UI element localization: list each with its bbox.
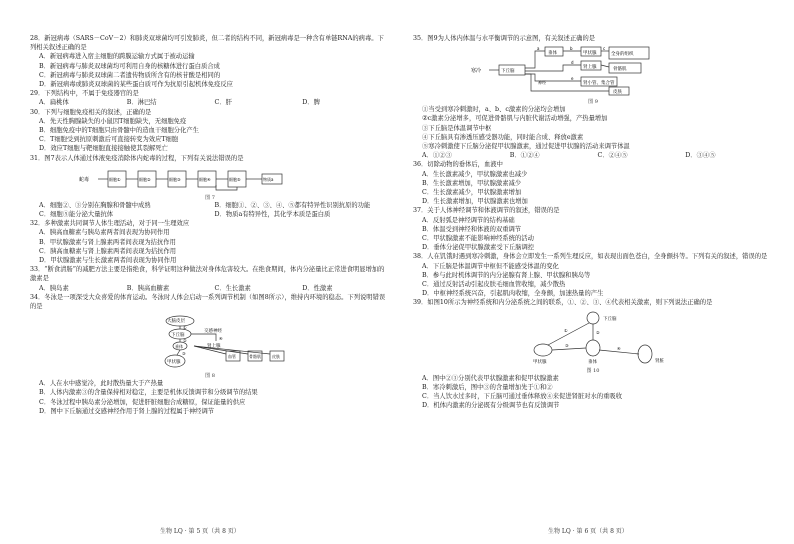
- fig9-label-kidney: 肾小管、集合管: [583, 81, 615, 87]
- q36-opt-d: D．生长激素增加，甲状腺激素也增加: [422, 198, 528, 206]
- q29-stem: 29．下列结构中，不属于免疫器官的是: [30, 90, 139, 98]
- q34-opt-a: A．人在水中感觉冷，此时散热量大于产热量: [39, 380, 164, 388]
- figure-8-diagram: [30, 313, 390, 370]
- fig7-label-c3: 细胞③: [169, 176, 181, 182]
- left-page: [30, 34, 390, 416]
- q33-opt-b: B．胰高血糖素: [126, 284, 170, 292]
- fig7-label-c5: 细胞⑤: [229, 176, 241, 182]
- fig8-label-adrenal: 肾上腺: [207, 344, 221, 350]
- figure-8: [30, 313, 390, 380]
- q35-item-5: ⑤寒冷刺激使下丘脑分泌促甲状腺激素，通过促进甲状腺的活动来调节体温: [422, 143, 630, 151]
- fig8-label-vessel: 血管: [228, 354, 236, 360]
- q36-opt-b: B．生长激素增加，甲状腺激素减少: [422, 179, 522, 187]
- figure-9: [413, 45, 773, 106]
- fig7-label-c4: 细胞④: [199, 176, 211, 182]
- fig8-label-muscle: 骨骼肌: [249, 354, 261, 360]
- figure-10: [413, 310, 773, 372]
- fig8-mark-1: ①: [183, 325, 187, 331]
- q31-opt-c: C．细胞⑤能分泌大量抗体: [39, 211, 114, 219]
- fig10-mark-3: ③: [565, 342, 569, 348]
- q32-opt-d: D．甲状腺激素与生长激素两者间表现为协同作用: [39, 257, 177, 265]
- fig8-label-pit: 垂体: [175, 344, 183, 350]
- q34-opt-b: B．人体内激素③的含量保持相对稳定，主要是机体反馈调节和分级调节的结果: [39, 389, 258, 397]
- figure-9-diagram: [413, 45, 773, 96]
- fig9-label-hyp: 下丘脑: [501, 69, 515, 75]
- fig8-label-nerve: 交感神经: [204, 329, 222, 335]
- q37-opt-c: C．甲状腺激素不能影响神经系统的活动: [422, 235, 534, 243]
- q31-opt-a: A．细胞②、③分别在胸腺和骨髓中成熟: [39, 201, 151, 209]
- q35-opt-b: B．①②④: [509, 152, 540, 160]
- q30-opt-c: C．T细胞受到抗原刺激后可直接转变为效应T细胞: [39, 136, 179, 144]
- q31-opt-b: B．细胞①、②、③、④、⑤都有特异性识别抗原的功能: [214, 201, 371, 209]
- q32-stem: 32．多种激素共同调节人体生理活动，对于同一生理效应: [30, 220, 190, 228]
- fig8-label-cortex: 大脑皮层: [167, 319, 185, 325]
- q33-opt-d: D．性激素: [302, 284, 333, 292]
- q35-options: [422, 151, 773, 160]
- q37-stem: 37．关于人体神经调节和体液调节的叙述，错误的是: [413, 207, 560, 215]
- fig10-mark-2: ②: [596, 329, 600, 335]
- footer-right: 生物 LQ · 第 6 页（共 8 页）: [548, 528, 628, 535]
- q30-opt-a: A．先天性胸腺缺失的小鼠因T细胞缺失，无细胞免疫: [39, 117, 187, 125]
- fig9-label-bone: 骨骼肌: [613, 67, 627, 73]
- q30-opt-b: B．细胞免疫中的T细胞只由骨髓中的造血干细胞分化产生: [39, 127, 199, 135]
- q29-options: [39, 98, 390, 107]
- q38-opt-a: A．下丘脑是体温调节中枢但不能感受体温的变化: [422, 262, 559, 270]
- figure-8-caption: 图 8: [205, 373, 215, 380]
- fig10-thy-shape: [534, 344, 552, 356]
- q31-opt-d: D．物质a有特异性，其化学本质是蛋白质: [214, 211, 331, 219]
- q33-opt-c: C．生长激素: [214, 284, 251, 292]
- figure-7-diagram: [30, 165, 390, 192]
- footer-left: 生物 LQ · 第 5 页（共 8 页）: [160, 528, 240, 535]
- q35-opt-a: A．①②③: [422, 152, 452, 160]
- q37-opt-a: A．反射弧是神经调节的结构基础: [422, 216, 515, 224]
- q39-opt-d: D．机体内激素的分泌既有分级调节也有反馈调节: [422, 402, 560, 410]
- q34-opt-c: C．冬泳过程中胰岛素分泌增加，促进肝脏细胞合成糖原，保证能量的供应: [39, 398, 246, 406]
- fig10-hyp-shape: [587, 312, 599, 324]
- q35-item-1: ①当受到寒冷刺激时，a、b、c激素的分泌均会增加: [422, 106, 566, 114]
- fig9-label-thy: 甲状腺: [583, 51, 597, 57]
- fig9-label-pit: 垂体: [548, 51, 557, 57]
- q32-opt-a: A．胰高血糖素与胰岛素两者间表现为协同作用: [39, 229, 170, 237]
- q31-row2: [39, 210, 390, 219]
- q32-opt-c: C．胰高血糖素与肾上腺素两者间表现为拮抗作用: [39, 247, 177, 255]
- q35-stem: 35．图9为人体内体温与水平衡调节的示意图，有关叙述正确的是: [413, 35, 596, 42]
- fig8-label-skin: 皮肤: [272, 354, 280, 360]
- q28-opt-d: D．新冠病毒或肺炎双球菌的某些蛋白质可作为抗原引起机体免疫反应: [39, 81, 233, 89]
- fig8-mark-3: ③: [182, 351, 186, 357]
- q39-opt-a: A．图中②③分别代表甲状腺激素和促甲状腺激素: [422, 374, 559, 382]
- fig9-label-c: c: [603, 46, 606, 52]
- fig10-mark-4: ④: [617, 345, 621, 351]
- fig8-mark-4: ④: [219, 336, 223, 342]
- q35-opt-c: C．②④⑤: [597, 152, 628, 160]
- q37-opt-b: B．体温受到神经和体液的双重调节: [422, 225, 522, 233]
- q29-opt-a: A．扁桃体: [39, 99, 69, 107]
- q29-opt-d: D．脾: [302, 99, 320, 107]
- fig9-label-nerve: 神经: [538, 80, 546, 86]
- q28-stem: 28．新冠病毒（SARS－CoV－2）和肺炎双球菌均可引发肺炎，但二者的结构不同，新冠病毒是一种含有单链RNA的病毒。下列相关叙述正确的是: [30, 35, 384, 52]
- fig10-label-hyp: 下丘脑: [603, 316, 617, 322]
- fig10-mark-1: ①: [564, 327, 568, 333]
- q36-opt-a: A．生长激素减少，甲状腺激素也减少: [422, 170, 528, 178]
- fig9-label-b: b: [570, 46, 573, 52]
- right-page: [413, 34, 773, 410]
- fig7-label-c1: 细胞①: [109, 176, 121, 182]
- q39-stem: 39．如图10所示为神经系统和内分泌系统之间的联系，①、②、③、④代表相关激素，则下列说法正确的是: [413, 299, 713, 307]
- q32-opt-b: B．甲状腺激素与肾上腺素两者间表现为拮抗作用: [39, 238, 176, 246]
- q38-opt-c: C．通过反射活动引起皮肤毛细血管收缩，减少散热: [422, 281, 566, 289]
- fig9-label-org: 全身的组织: [611, 52, 634, 58]
- fig9-label-adr: 肾上腺: [583, 65, 597, 71]
- q30-opt-d: D．效应T细胞与靶细胞直接接触使其裂解死亡: [39, 145, 168, 153]
- fig10-kid-shape: [638, 345, 652, 363]
- q35-opt-d: D．③④⑤: [685, 152, 716, 160]
- q34-opt-d: D．图中下丘脑通过交感神经作用于肾上腺的过程属于神经调节: [39, 407, 215, 415]
- figure-7: [30, 165, 390, 202]
- q35-item-3: ③下丘脑是体温调节中枢: [422, 124, 492, 132]
- q33-options: [39, 284, 390, 293]
- fig7-label-c2: 细胞②: [139, 176, 151, 182]
- fig7-label-snake: 蛇毒: [79, 176, 90, 183]
- q28-opt-a: A．新冠病毒进入宿主细胞的跨膜运输方式属于被动运输: [39, 53, 195, 61]
- q28-opt-c: C．新冠病毒与肺炎双球菌二者遗传物质所含有的核苷酸是相同的: [39, 71, 221, 79]
- q30-stem: 30．下列与细胞免疫相关的叙述，正确的是: [30, 108, 152, 116]
- q28-opt-b: B．新冠病毒与肺炎双球菌均可利用自身的核糖体进行蛋白质合成: [39, 62, 220, 70]
- q39-opt-c: C．当人饮水过多时，下丘脑可通过垂体释放④来促进肾脏对水的重吸收: [422, 393, 623, 401]
- fig9-label-a: a: [537, 46, 540, 52]
- q38-stem: 38．人在饥饿时遇到寒冷刺激，身体会立即发生一系列生理反应，如表现出面色苍白，全身颤抖等。下列有关的叙述，错误的是: [413, 253, 768, 261]
- q33-stem: 33．“断食清肠”的减肥方法主要是指绝食，科学证明这种做法对身体危害较大。在绝食期间，体内分泌量比正常进食明显增加的激素是: [30, 266, 385, 283]
- fig10-label-thy: 甲状腺: [533, 359, 547, 365]
- q35-item-4: ④下丘脑具有渗透压感受器功能，同时能合成、释放e激素: [422, 133, 584, 141]
- figure-9-caption: 图 9: [588, 99, 598, 106]
- fig8-mark-2: ②: [183, 338, 187, 344]
- fig8-label-hyp: 下丘脑: [171, 333, 185, 339]
- fig10-label-kid: 肾脏: [655, 358, 664, 364]
- figure-10-diagram: [413, 310, 773, 365]
- q31-row1: [39, 201, 390, 210]
- q34-stem: 34．冬泳是一项深受大众喜爱的体育运动。冬泳时人体会启动一系列调节机制（如图8所示），维持内环境的稳态。下列说明错误的是: [30, 293, 386, 311]
- q31-stem: 31．图7表示人体通过体液免疫消除体内蛇毒的过程，下列有关说法错误的是: [30, 154, 244, 162]
- q36-opt-c: C．生长激素减少，甲状腺激素增加: [422, 189, 522, 197]
- fig8-label-thyroid: 甲状腺: [167, 360, 181, 366]
- fig10-pit-shape: [586, 340, 600, 356]
- q36-stem: 36．切除动物的垂体后，血液中: [413, 161, 503, 169]
- figure-7-caption: 图 7: [205, 195, 215, 202]
- fig9-label-e: e: [571, 76, 574, 82]
- q29-opt-b: B．淋巴结: [126, 99, 157, 107]
- fig9-label-d: d: [571, 60, 574, 66]
- q38-opt-b: B．参与此时机体调节的内分泌腺有肾上腺、甲状腺和胰岛等: [422, 271, 591, 279]
- fig9-label-skin: 皮肤: [613, 90, 622, 96]
- fig9-label-cold: 寒冷: [471, 68, 482, 75]
- q38-opt-d: D．中枢神经系统兴奋，引起肌肉收缩，全身颤，加速热量的产生: [422, 290, 604, 298]
- q33-opt-a: A．胰岛素: [39, 284, 69, 292]
- q37-opt-d: D．垂体分泌促甲状腺激素受下丘脑调控: [422, 244, 535, 252]
- fig7-label-sub: 物质a: [263, 176, 274, 182]
- figure-10-caption: 图 10: [586, 367, 600, 374]
- fig10-label-pit: 垂体: [588, 359, 597, 365]
- q29-opt-c: C．肝: [214, 99, 232, 107]
- q39-opt-b: B．寒冷刺激后，图中③的含量增加先于①和②: [422, 383, 553, 391]
- q35-item-2: ②c激素分泌增多，可促进骨骼肌与内脏代谢活动增强，产热量增加: [422, 115, 608, 123]
